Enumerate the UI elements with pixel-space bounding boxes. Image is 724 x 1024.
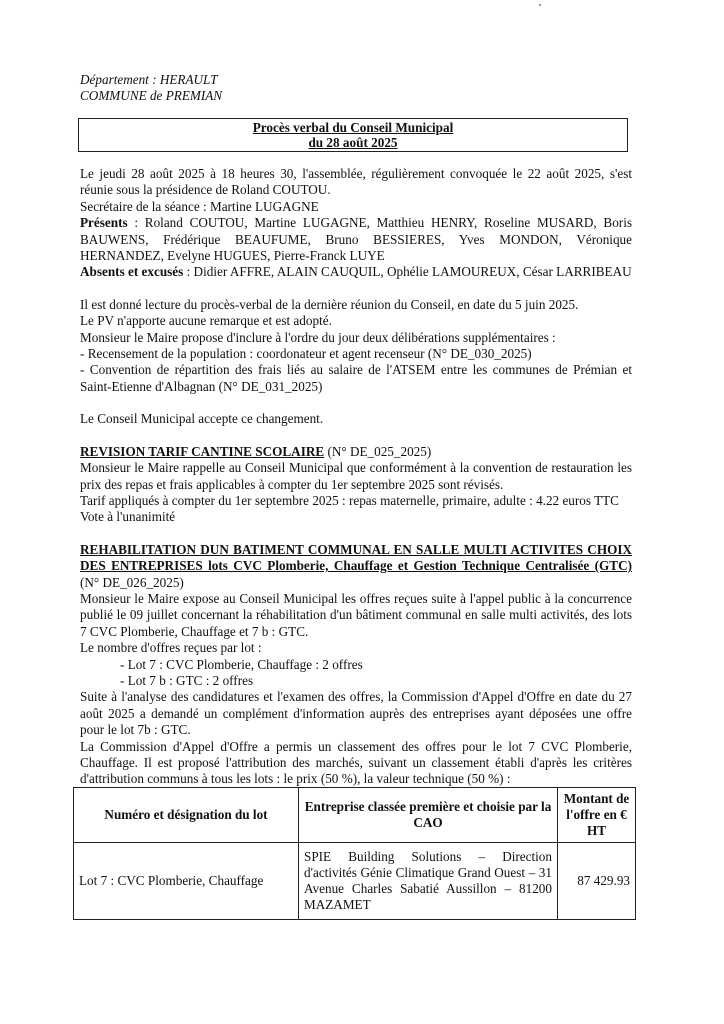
table-row bbox=[74, 843, 636, 920]
table-cell-lot: Lot 7 : CVC Plomberie, Chauffage bbox=[74, 843, 299, 920]
section-cantine-ref: (N° DE_025_2025) bbox=[324, 443, 432, 459]
agenda-item-atsem: - Convention de répartition des frais liés au salaire de l'ATSEM entre les communes de Prémian et Saint-Etienne d'Albagnan (N° DE_031_2025) bbox=[80, 362, 632, 394]
present-list: : Roland COUTOU, Martine LUGAGNE, Matthieu HENRY, Roseline MUSARD, Boris BAUWENS, Frédérique BEAUFUME, Bruno BESSIERES, Yves MONDON, Véronique HERNANDEZ, Evelyne HUGUES, Pierre-Franck LUYE bbox=[80, 215, 632, 264]
agenda-proposal: Monsieur le Maire propose d'inclure à l'ordre du jour deux délibérations supplémentaires : bbox=[80, 329, 556, 345]
section-cantine-heading bbox=[80, 444, 632, 460]
document-header bbox=[80, 72, 222, 104]
section-cantine-title: REVISION TARIF CANTINE SCOLAIRE bbox=[80, 443, 325, 459]
rehab-paragraph-3: Suite à l'analyse des candidatures et l'examen des offres, la Commission d'Appel d'Offre en date du 27 août 2025 a demandé un complément d'information auprès des entreprises ayant déposées une offre pour le lot 7b : GTC. bbox=[80, 689, 632, 738]
agenda-item-census: - Recensement de la population : coordonateur et agent recenseur (N° DE_030_2025) bbox=[80, 346, 532, 362]
absent-paragraph bbox=[80, 264, 632, 280]
previous-pv-reading: Il est donné lecture du procès-verbal de la dernière réunion du Conseil, en date du 5 juin 2025. bbox=[80, 296, 579, 312]
absent-list: : Didier AFFRE, ALAIN CAUQUIL, Ophélie LAMOUREUX, César LARRIBEAU bbox=[183, 264, 632, 280]
previous-pv-adopted: Le PV n'apporte aucune remarque et est adopté. bbox=[80, 313, 332, 329]
table-cell-company: SPIE Building Solutions – Direction d'activités Génie Climatique Grand Ouest – 31 Avenue Charles Sabatié Aussillon – 81200 MAZAMET bbox=[299, 843, 558, 920]
scan-speck bbox=[539, 4, 541, 6]
table-cell-amount: 87 429.93 bbox=[558, 843, 636, 920]
intro-opening: Le jeudi 28 août 2025 à 18 heures 30, l'assemblée, régulièrement convoquée le 22 août 2025, s'est réunie sous la présidence de Roland COUTOU. bbox=[80, 166, 632, 198]
present-label: Présents bbox=[80, 215, 128, 231]
rehab-offers-intro: Le nombre d'offres reçues par lot : bbox=[80, 640, 262, 656]
table-header-row bbox=[74, 788, 636, 843]
absent-label: Absents et excusés bbox=[80, 264, 184, 280]
cantine-tariff: Tarif appliqués à compter du 1er septembre 2025 : repas maternelle, primaire, adulte : 4.22 euros TTC bbox=[80, 492, 619, 508]
table-header-amount: Montant de l'offre en € HT bbox=[558, 788, 636, 843]
table-header-lot: Numéro et désignation du lot bbox=[74, 788, 299, 843]
document-body bbox=[80, 166, 632, 788]
agenda-accepted: Le Conseil Municipal accepte ce changement. bbox=[80, 411, 324, 427]
commune-line: COMMUNE de PREMIAN bbox=[80, 88, 223, 103]
cantine-vote: Vote à l'unanimité bbox=[80, 509, 176, 525]
rehab-lot-7: - Lot 7 : CVC Plomberie, Chauffage : 2 offres bbox=[120, 656, 363, 672]
cantine-paragraph-1: Monsieur le Maire rappelle au Conseil Municipal que conformément à la convention de restauration les prix des repas et frais applicables à compter du 1er septembre 2025 sont révisés. bbox=[80, 460, 632, 492]
present-paragraph bbox=[80, 215, 632, 264]
section-rehab-heading bbox=[80, 542, 632, 591]
rehab-paragraph-4: La Commission d'Appel d'Offre a permis un classement des offres pour le lot 7 CVC Plomberie, Chauffage. Il est proposé l'attribution des marchés, suivant un classement établi d'après les critères d'attribution communs à tous les lots : le prix (50 %), la valeur technique (50 %) : bbox=[80, 738, 632, 787]
lots-table bbox=[73, 787, 636, 920]
department-line: Département : HERAULT bbox=[80, 72, 218, 87]
section-rehab-title: REHABILITATION DUN BATIMENT COMMUNAL EN SALLE MULTI ACTIVITES CHOIX DES ENTREPRISES lots CVC Plomberie, Chauffage et Gestion Technique Centralisée (GTC) bbox=[80, 541, 632, 574]
title-box bbox=[78, 118, 628, 152]
section-rehab-ref: (N° DE_026_2025) bbox=[80, 574, 184, 590]
rehab-paragraph-1: Monsieur le Maire expose au Conseil Municipal les offres reçues suite à l'appel public à la concurrence publié le 09 juillet concernant la réhabilitation d'un bâtiment communal en salle multi activités, des lots 7 CVC Plomberie, Chauffage et 7 b : GTC. bbox=[80, 590, 632, 639]
title-line-1: Procès verbal du Conseil Municipal bbox=[252, 120, 454, 135]
table-header-company: Entreprise classée première et choisie par la CAO bbox=[299, 788, 558, 843]
title-line-2: du 28 août 2025 bbox=[308, 135, 398, 150]
rehab-lot-7b: - Lot 7 b : GTC : 2 offres bbox=[120, 672, 254, 688]
secretary-line: Secrétaire de la séance : Martine LUGAGNE bbox=[80, 198, 319, 214]
